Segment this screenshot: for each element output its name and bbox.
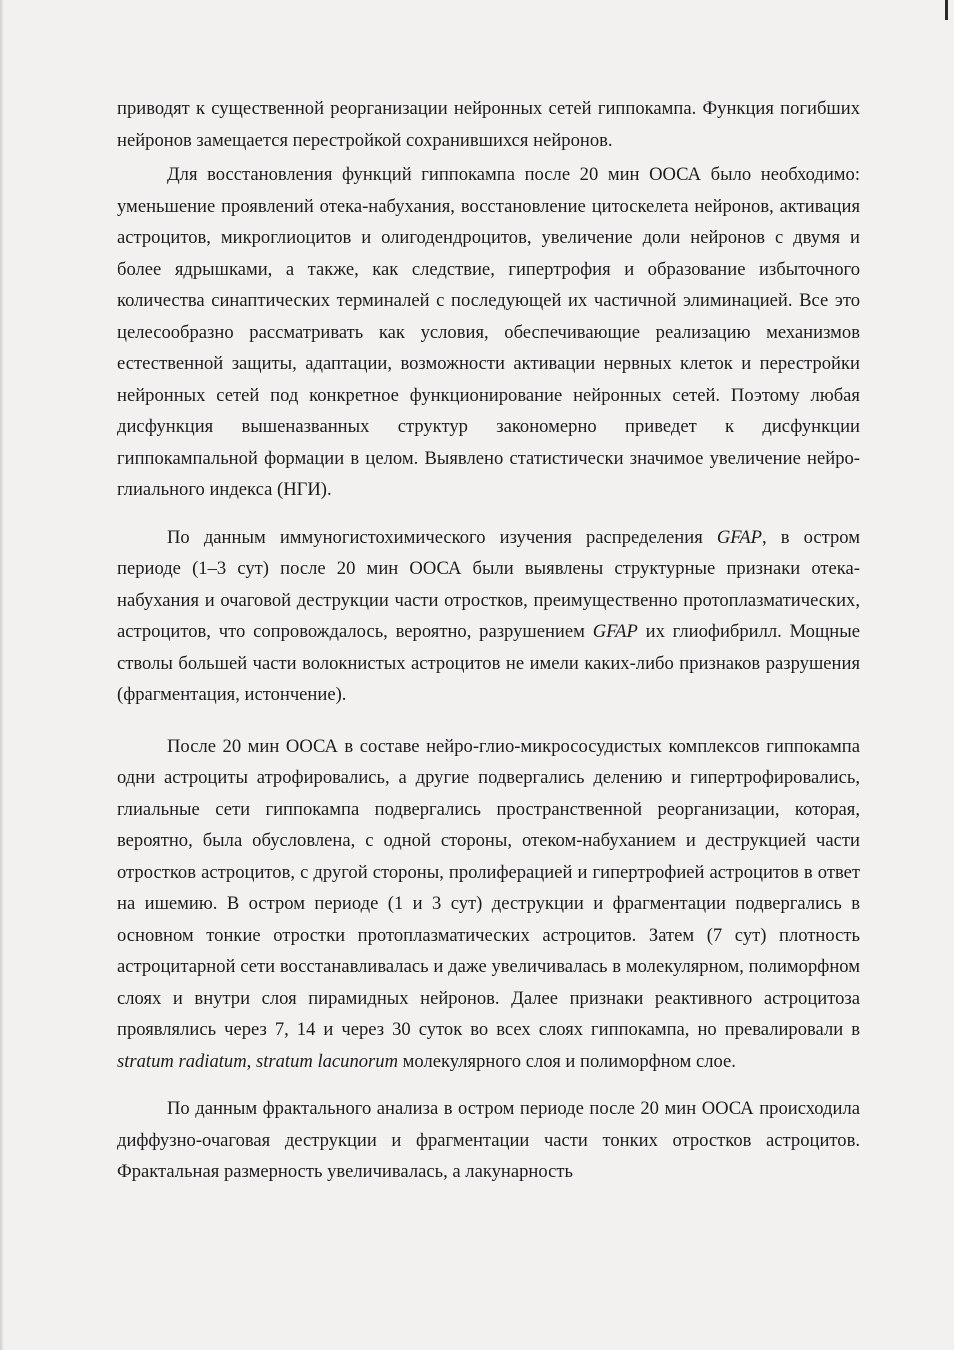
paragraph-text: После 20 мин ООСА в составе нейро-глио-микрососудистых комплексов гиппокампа одни астроциты атрофировались, а другие подвергались делению и гипертрофировались, глиальные сети гиппокампа подвергались пространственной реорганизации, которая, вероятно, была обусловлена, с одной стороны, отеком-набуханием и деструкцией части отростков астроцитов, с другой стороны, пролиферацией и гипертрофией астроцитов в ответ на ишемию. В остром периоде (1 и 3 сут) деструкции и фрагментации подвергались в основном тонкие отростки протоплазматических астроцитов. Затем (7 сут) плотность астроцитарной сети восстанавливалась и даже увеличивалась в молекулярном, полиморфном слоях и внутри слоя пирамидных нейронов. Далее признаки реактивного астроцитоза проявлялись через 7, 14 и через 30 суток во всех слоях гиппокампа, но превалировали в [117,735,860,1040]
paragraph-text: молекулярного слоя и полиморфном слое. [398,1050,736,1072]
paragraph-text: , в остром периоде (1–3 сут) после 20 мин ООСА были выявлены структурные признаки отека-набухания и очаговой деструкции части отростков, преимущественно протоплазматических, астроцитов, что сопровождалось, вероятно, разрушением [117,526,860,642]
paragraph-text: их глиофибрилл. Мощные стволы большей части волокнистых астроцитов не имели каких-либо признаков разрушения (фрагментация, истончение). [117,621,860,705]
paragraph-text: , [246,1050,256,1072]
gfap-term: GFAP [716,526,762,548]
paragraph-text: Для восстановления функций гиппокампа после 20 мин ООСА было необходимо: уменьшение проявлений отека-набухания, восстановление цитоскелета нейронов, активация астроцитов, микроглиоцитов и олигодендроцитов, увеличение доли нейронов с двумя и более ядрышками, а также, как следствие, гипертрофия и образование избыточного количества синаптических терминалей с последующей их частичной элиминацией. Все это целесообразно рассматривать как условия, обеспечивающие реализацию механизмов естественной защиты, адаптации, возможности активации нервных клеток и перестройки нейронных сетей под конкретное функционирование нейронных сетей. Поэтому любая дисфункция вышеназванных структур закономерно приведет к дисфункции гиппокампальной формации в целом. Выявлено статистически значимое увеличение нейро-глиального индекса (НГИ). [117,164,860,500]
paragraph-text: приводят к существенной реорганизации нейронных сетей гиппокампа. Функция погибших нейронов замещается перестройкой сохранившихся нейронов. [117,98,860,151]
paragraph-3 [117,522,860,711]
latin-term: stratum lacunorum [255,1050,399,1072]
paragraph-4 [117,731,860,1078]
document-body [117,93,860,1188]
paragraph-1 [117,93,860,156]
paragraph-2 [117,159,860,506]
paragraph-text: По данным иммуногистохимического изучения распределения [167,526,717,548]
paragraph-text: По данным фрактального анализа в остром периоде после 20 мин ООСА происходила диффузно-очаговая деструкции и фрагментации части тонких отростков астроцитов. Фрактальная размерность увеличивалась, а лакунарность [117,1098,860,1182]
latin-term: stratum radiatum [117,1050,247,1072]
scan-edge-shadow [0,0,4,1350]
scan-corner-mark [945,0,948,20]
paragraph-5 [117,1093,860,1188]
gfap-term: GFAP [592,621,638,642]
